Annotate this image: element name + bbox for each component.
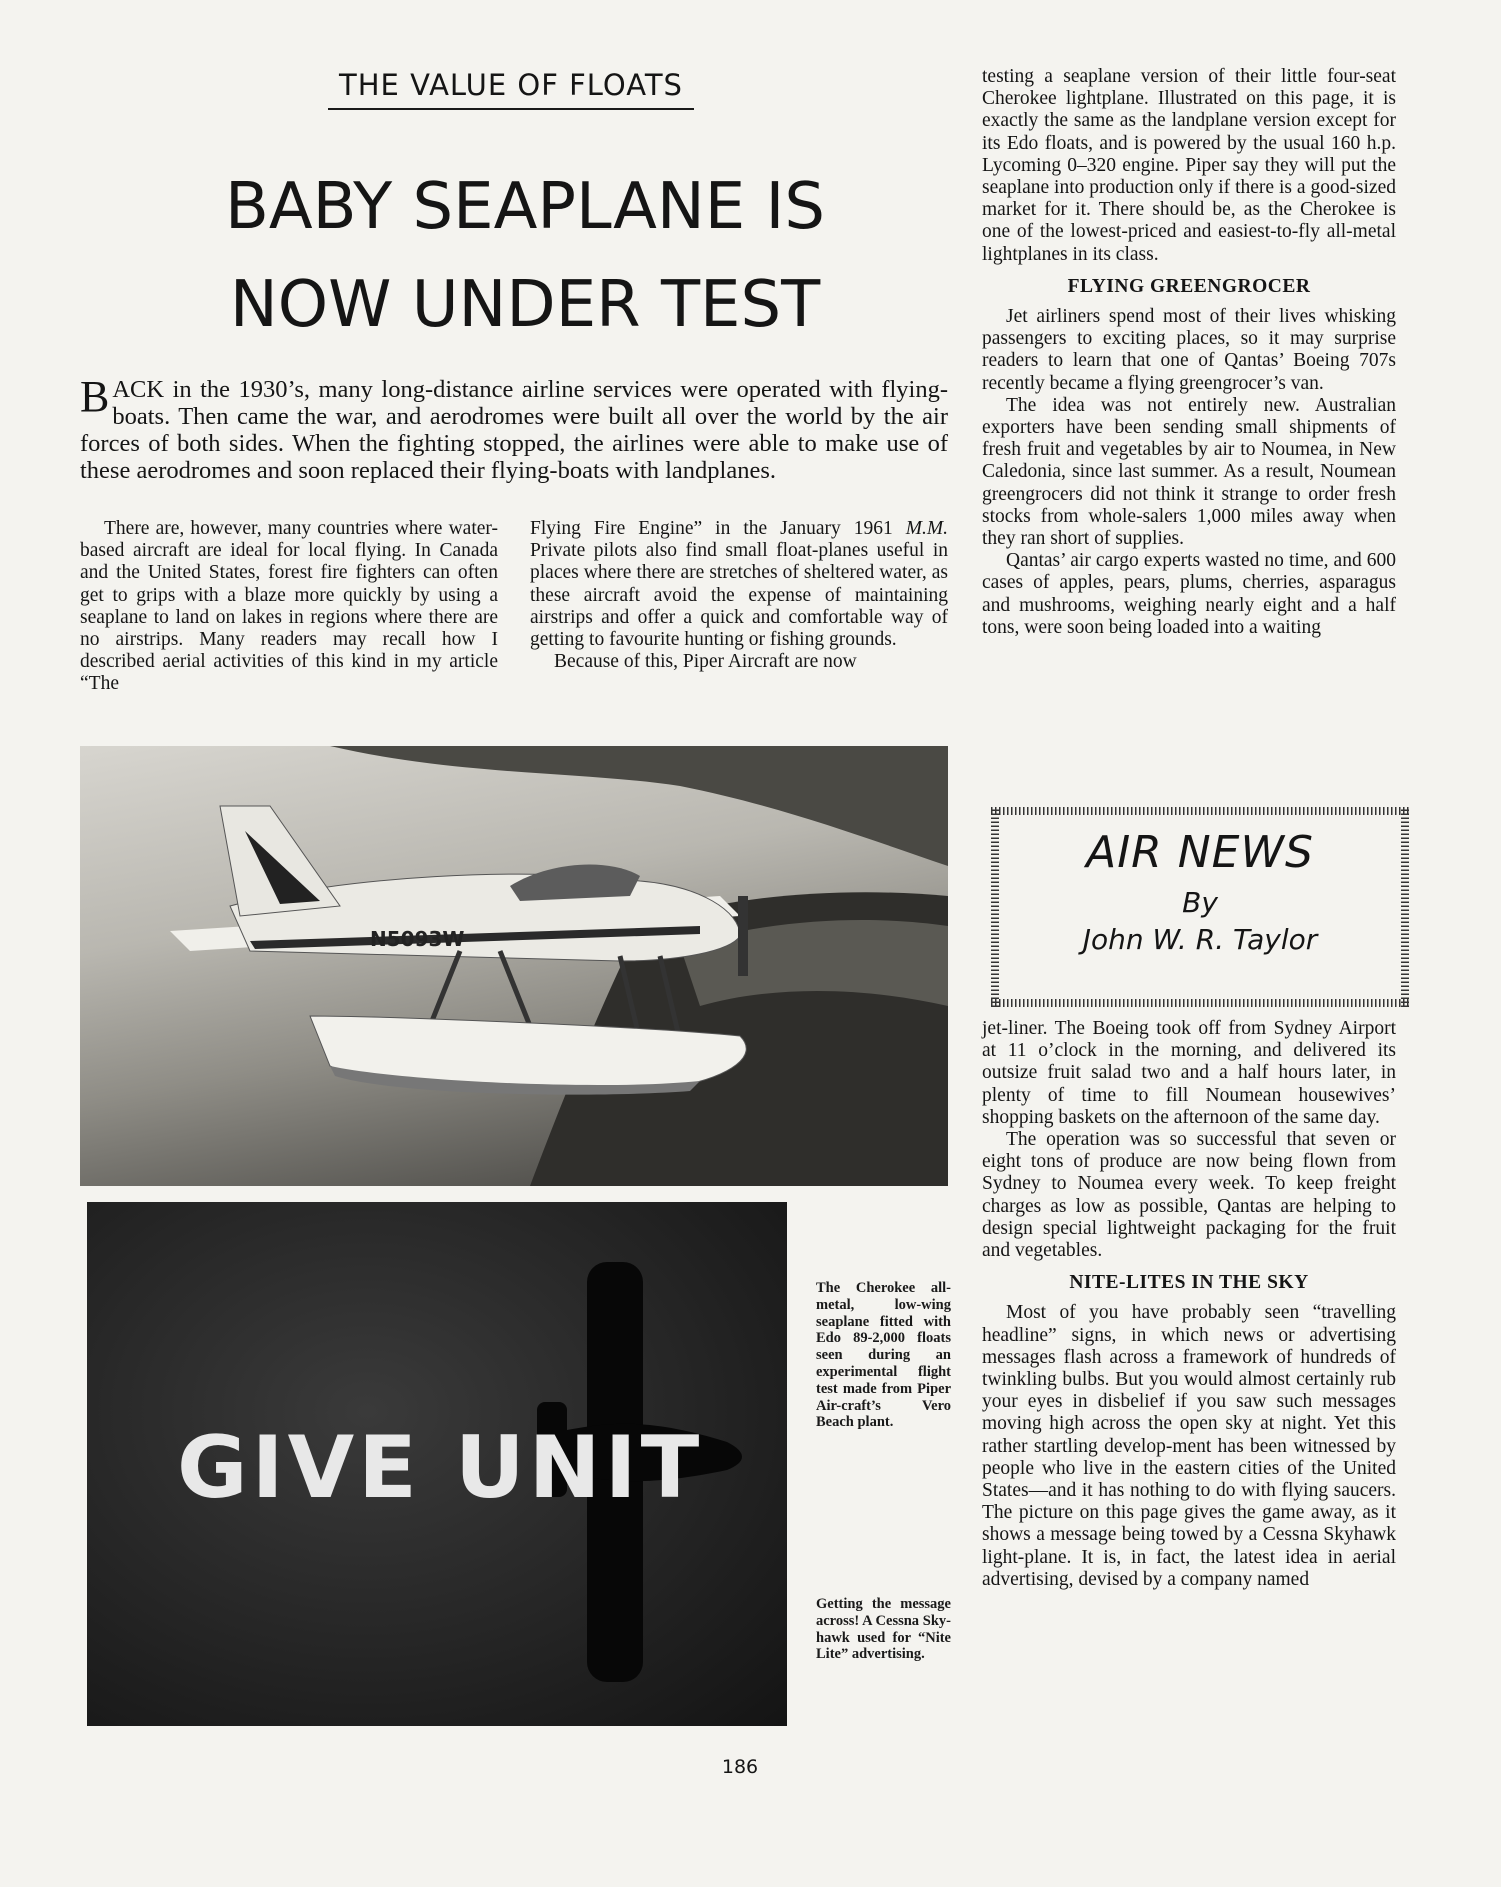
subheading: FLYING GREENGROCER xyxy=(1067,275,1311,297)
lead-text: ACK in the 1930’s, many long-distance airline services were operated with flying-boats. Then came the war, and aerodromes were built all over the world by the air forces of both sides. When the fighting stopped, the airlines were able to make use of these aerodromes and soon replaced their flying-boats with landplanes. xyxy=(80,376,948,484)
article-column-2 xyxy=(530,518,948,673)
body-paragraph: Most of you have probably seen “travelling headline” signs, in which news or advertising messages flash across a framework of hundreds of twinkling bulbs. But you would almost certainly rub your eyes in disbelief if you saw such messages moving high across the open sky at night. Yet this rather startling develop-ment has been witnessed by people who live in the eastern cities of the United States—and it has nothing to do with flying saucers. The picture on this page gives the game away, as it shows a message being towed by a Cessna Skyhawk light-plane. It is, in fact, the latest idea in aerial advertising, devised by a company named xyxy=(982,1302,1396,1590)
registration-text: N5093W xyxy=(370,927,465,951)
page-number: 186 xyxy=(721,1756,759,1778)
article-column-1 xyxy=(80,518,498,696)
body-text: Private pilots also find small float-planes useful in places where there are stretches of sheltered water, as these aircraft avoid the expense of maintaining airstrips and offer a quick and comfortable way of getting to favourite hunting or fishing grounds. xyxy=(530,540,948,651)
article-column-3-top xyxy=(982,66,1396,639)
page-title xyxy=(100,158,950,354)
lead-paragraph xyxy=(80,372,948,484)
headline-line-2: NOW UNDER TEST xyxy=(229,268,821,342)
body-paragraph: testing a seaplane version of their little four-seat Cherokee lightplane. Illustrated on this page, it is exactly the same as the landplane version except for its Edo floats, and is powered by the usual 160 h.p. Lycoming 0–320 engine. Piper say they will put the seaplane into production only if there is a good-sized market for it. There should be, as the Cherokee is one of the lowest-priced and easiest-to-fly all-metal lightplanes in its class. xyxy=(982,66,1396,265)
body-text: Flying Fire Engine” in the January 1961 xyxy=(530,518,906,539)
drop-cap: B xyxy=(80,372,110,421)
nite-lite-message: GIVE UNIT xyxy=(177,1418,704,1518)
body-paragraph xyxy=(530,518,948,651)
body-paragraph: Because of this, Piper Aircraft are now xyxy=(554,651,857,673)
byline-by: By xyxy=(1182,886,1218,919)
byline-author: John W. R. Taylor xyxy=(1082,923,1318,956)
subheading: NITE-LITES IN THE SKY xyxy=(1069,1272,1309,1294)
body-paragraph: jet-liner. The Boeing took off from Sydney Airport at 11 o’clock in the morning, and delivered its outsize fruit salad two and a half hours later, in plenty of time to fill Noumean housewives’ shopping baskets on the afternoon of the same day. xyxy=(982,1018,1396,1128)
body-paragraph: The operation was so successful that seven or eight tons of produce are now being flown from Sydney to Noumea every week. To keep freight charges as low as possible, Qantas are helping to design special lightweight packaging for the fruit and vegetables. xyxy=(982,1129,1396,1262)
magazine-abbrev: M.M. xyxy=(905,518,948,539)
air-news-box xyxy=(984,800,1416,1014)
photo-caption-bottom: Getting the message across! A Cessna Sky-hawk used for “Nite Lite” advertising. xyxy=(816,1596,951,1663)
body-paragraph: There are, however, many countries where water-based aircraft are ideal for local flying. In Canada and the United States, forest fire fighters can often get to grips with a blaze more quickly by using a seaplane to land on lakes in regions where there are no airstrips. Many readers may recall how I described aerial activities of this kind in my article “The xyxy=(80,518,498,695)
headline-line-1: BABY SEAPLANE IS xyxy=(224,170,826,244)
seaplane-illustration xyxy=(80,746,948,1186)
article-column-3-bottom xyxy=(982,1018,1396,1591)
photo-caption-top: The Cherokee all-metal, low-wing seaplane fitted with Edo 89-2,000 floats seen during an experimental flight test made from Piper Air-craft’s Vero Beach plant. xyxy=(816,1280,951,1431)
section-kicker: THE VALUE OF FLOATS xyxy=(328,68,694,110)
column-title: AIR NEWS xyxy=(1086,827,1314,878)
body-paragraph: Qantas’ air cargo experts wasted no time, and 600 cases of apples, pears, plums, cherries, asparagus and mushrooms, weighing nearly eight and a half tons, were soon being loaded into a waiting xyxy=(982,550,1396,638)
body-paragraph: Jet airliners spend most of their lives whisking passengers to exciting places, so it may surprise readers to learn that one of Qantas’ Boeing 707s recently became a flying greengrocer’s van. xyxy=(982,306,1396,394)
body-paragraph: The idea was not entirely new. Australian exporters have been sending small shipments of fresh fruit and vegetables by air to Noumea, in New Caledonia, since last summer. As a result, Noumean greengrocers did not think it strange to order fresh stocks from whole-salers 1,000 miles away when they ran short of supplies. xyxy=(982,394,1396,550)
nite-lite-photo xyxy=(87,1202,787,1726)
seaplane-photo xyxy=(80,746,948,1186)
nite-lite-illustration xyxy=(87,1202,787,1726)
